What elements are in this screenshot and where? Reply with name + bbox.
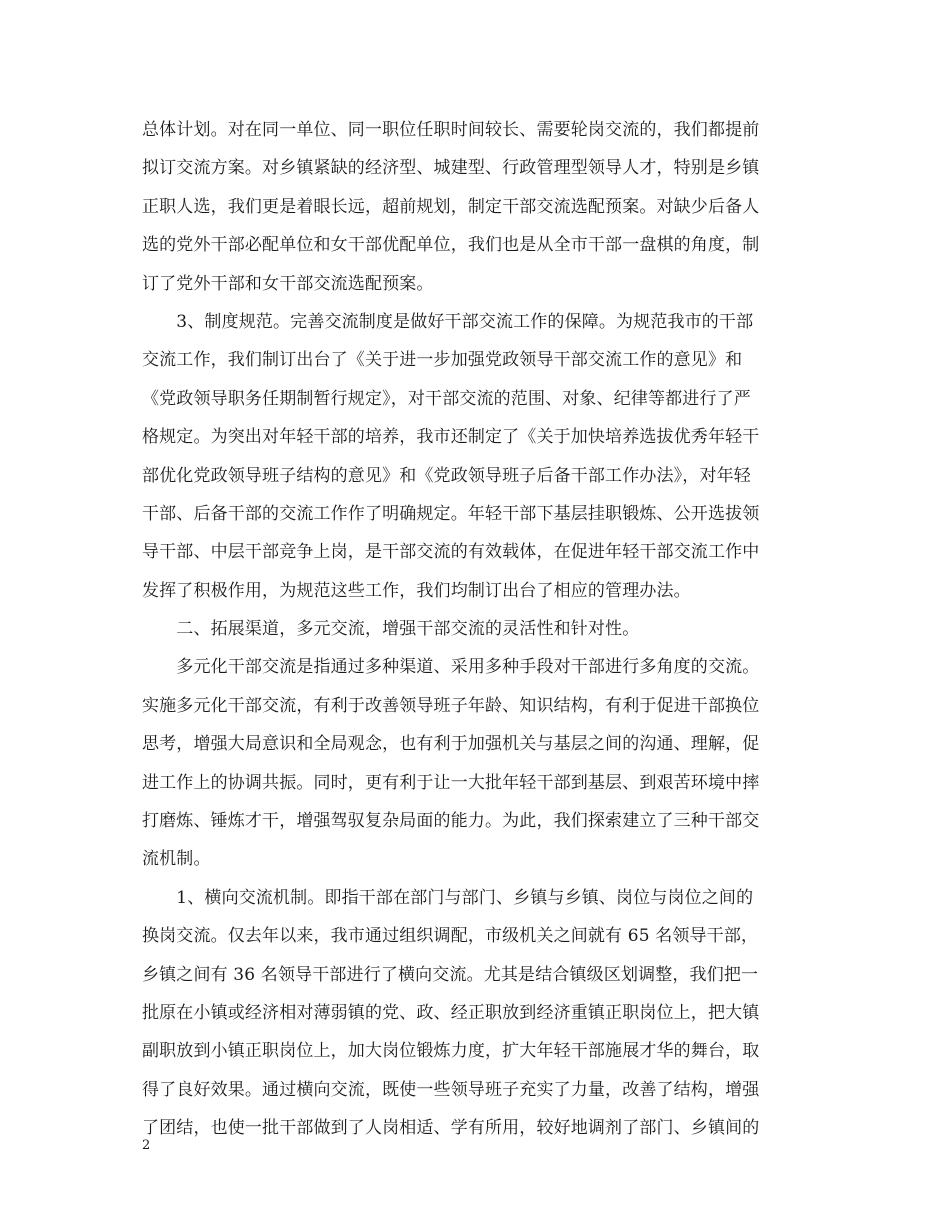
- text-line: 副职放到小镇正职岗位上，加大岗位锻炼力度，扩大年轻干部施展才华的舞台，取: [142, 1041, 760, 1062]
- text-line: 发挥了积极作用，为规范这些工作，我们均制订出台了相应的管理办法。: [142, 580, 691, 601]
- text-line: 了团结，也使一批干部做到了人岗相适、学有所用，较好地调剂了部门、乡镇间的: [142, 1118, 760, 1139]
- body-text: [142, 111, 810, 1148]
- section-heading: 二、拓展渠道，多元交流，增强干部交流的灵活性和针对性。: [142, 619, 640, 640]
- page-number: 2: [142, 1138, 151, 1153]
- text-line: 选的党外干部必配单位和女干部优配单位，我们也是从全市干部一盘棋的角度，制: [142, 235, 760, 256]
- text-line: 正职人选，我们更是着眼长远，超前规划，制定干部交流选配预案。对缺少后备人: [142, 196, 760, 217]
- text-line: 打磨炼、锤炼才干，增强驾驭复杂局面的能力。为此，我们探索建立了三种干部交: [142, 811, 760, 832]
- text-line: 批原在小镇或经济相对薄弱镇的党、政、经正职放到经济重镇正职岗位上，把大镇: [142, 1002, 760, 1023]
- text-line: 3、制度规范。完善交流制度是做好干部交流工作的保障。为规范我市的干部: [142, 311, 754, 332]
- text-line: 干部、后备干部的交流工作作了明确规定。年轻干部下基层挂职锻炼、公开选拔领: [142, 503, 760, 524]
- text-line: 实施多元化干部交流，有利于改善领导班子年龄、知识结构，有利于促进干部换位: [142, 695, 760, 716]
- text-line: 得了良好效果。通过横向交流，既使一些领导班子充实了力量，改善了结构，增强: [142, 1079, 760, 1100]
- text-line: 部优化党政领导班子结构的意见》和《党政领导班子后备干部工作办法》，对年轻: [142, 465, 751, 486]
- text-line: 进工作上的协调共振。同时，更有利于让一大批年轻干部到基层、到艰苦环境中摔: [142, 772, 760, 793]
- text-line: 换岗交流。仅去年以来，我市通过组织调配，市级机关之间就有 65 名领导干部，: [142, 926, 759, 947]
- text-line: 乡镇之间有 36 名领导干部进行了横向交流。尤其是结合镇级区划调整，我们把一: [142, 964, 759, 985]
- text-line: 导干部、中层干部竞争上岗，是干部交流的有效载体，在促进年轻干部交流工作中: [142, 542, 760, 563]
- text-line: 订了党外干部和女干部交流选配预案。: [142, 273, 434, 294]
- text-line: 格规定。为突出对年轻干部的培养，我市还制定了《关于加快培养选拔优秀年轻干: [142, 427, 760, 448]
- text-line: 《党政领导职务任期制暂行规定》，对干部交流的范围、对象、纪律等都进行了严: [142, 388, 751, 409]
- text-line: 交流工作，我们制订出台了《关于进一步加强党政领导干部交流工作的意见》和: [142, 350, 743, 371]
- text-line: 流机制。: [142, 849, 211, 870]
- text-line: 多元化干部交流是指通过多种渠道、采用多种手段对干部进行多角度的交流。: [142, 657, 760, 678]
- text-line: 思考，增强大局意识和全局观念，也有利于加强机关与基层之间的沟通、理解，促: [142, 734, 760, 755]
- text-line: 拟订交流方案。对乡镇紧缺的经济型、城建型、行政管理型领导人才，特别是乡镇: [142, 158, 760, 179]
- text-line: 1、横向交流机制。即指干部在部门与部门、乡镇与乡镇、岗位与岗位之间的: [142, 887, 754, 908]
- text-line: 总体计划。对在同一单位、同一职位任职时间较长、需要轮岗交流的，我们都提前: [142, 120, 760, 140]
